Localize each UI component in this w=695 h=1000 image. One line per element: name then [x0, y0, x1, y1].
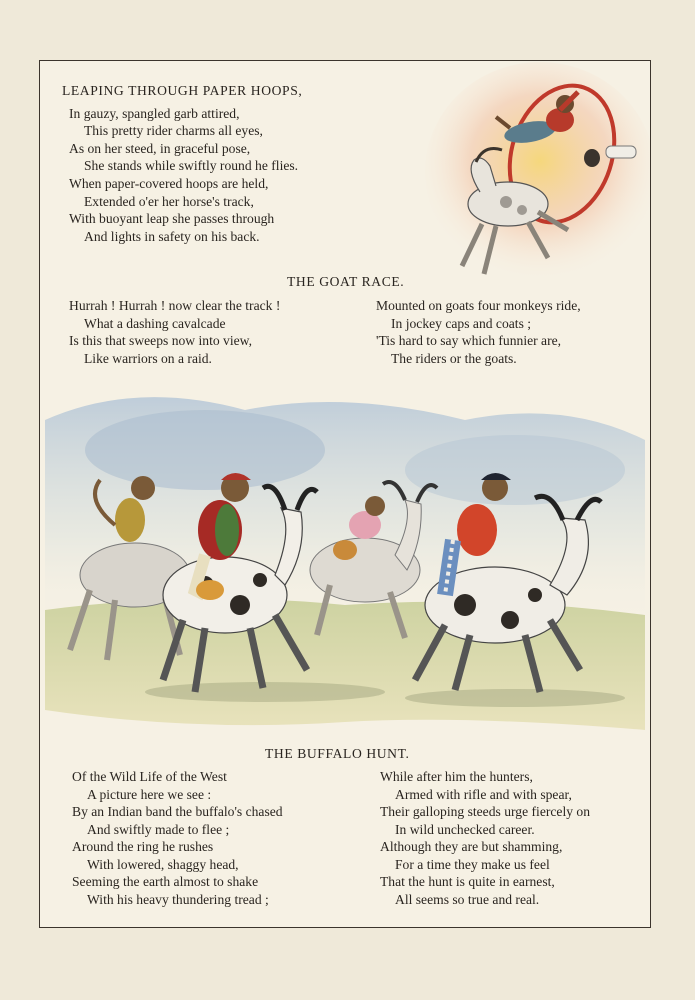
poem-line: Of the Wild Life of the West — [72, 769, 227, 784]
poem-line: Seeming the earth almost to shake — [72, 874, 259, 889]
poem-line: Around the ring he rushes — [72, 839, 214, 854]
poem-line: Is this that sweeps now into view, — [69, 333, 252, 348]
hoops-title: LEAPING THROUGH PAPER HOOPS, — [62, 83, 303, 98]
goat-race-illustration — [45, 380, 645, 740]
poem-line: Mounted on goats four monkeys ride, — [376, 298, 581, 313]
poem-line: All seems so true and real. — [395, 892, 540, 907]
poem-line: While after him the hunters, — [380, 769, 533, 784]
goat-race-title: THE GOAT RACE. — [287, 274, 405, 289]
poem-line: With his heavy thundering tread ; — [87, 892, 269, 907]
poem-line: In jockey caps and coats ; — [391, 316, 532, 331]
poem-line: As on her steed, in graceful pose, — [69, 141, 251, 156]
poem-line: And swiftly made to flee ; — [87, 822, 230, 837]
poem-line: The riders or the goats. — [391, 351, 517, 366]
poem-line: By an Indian band the buffalo's chased — [72, 804, 283, 819]
poem-line: With buoyant leap she passes through — [69, 211, 275, 226]
poem-line: A picture here we see : — [87, 787, 212, 802]
poem-line: Armed with rifle and with spear, — [395, 787, 572, 802]
poem-line: In wild unchecked career. — [395, 822, 535, 837]
poem-line: Like warriors on a raid. — [84, 351, 212, 366]
poem-line: She stands while swiftly round he flies. — [84, 158, 299, 173]
poem-line: In gauzy, spangled garb attired, — [69, 106, 240, 121]
poem-line: For a time they make us feel — [395, 857, 550, 872]
buffalo-title: THE BUFFALO HUNT. — [265, 746, 410, 761]
poem-line: That the hunt is quite in earnest, — [380, 874, 555, 889]
poem-line: 'Tis hard to say which funnier are, — [376, 333, 562, 348]
poem-line: Hurrah ! Hurrah ! now clear the track ! — [69, 298, 281, 313]
hoop-illustration — [410, 62, 650, 292]
poem-line: With lowered, shaggy head, — [87, 857, 239, 872]
poem-line: This pretty rider charms all eyes, — [84, 123, 263, 138]
poem-line: Their galloping steeds urge fiercely on — [380, 804, 591, 819]
poem-line: What a dashing cavalcade — [84, 316, 226, 331]
poem-line: Extended o'er her horse's track, — [84, 194, 254, 209]
poem-line: And lights in safety on his back. — [84, 229, 260, 244]
poem-line: When paper-covered hoops are held, — [69, 176, 269, 191]
poem-line: Although they are but shamming, — [380, 839, 563, 854]
